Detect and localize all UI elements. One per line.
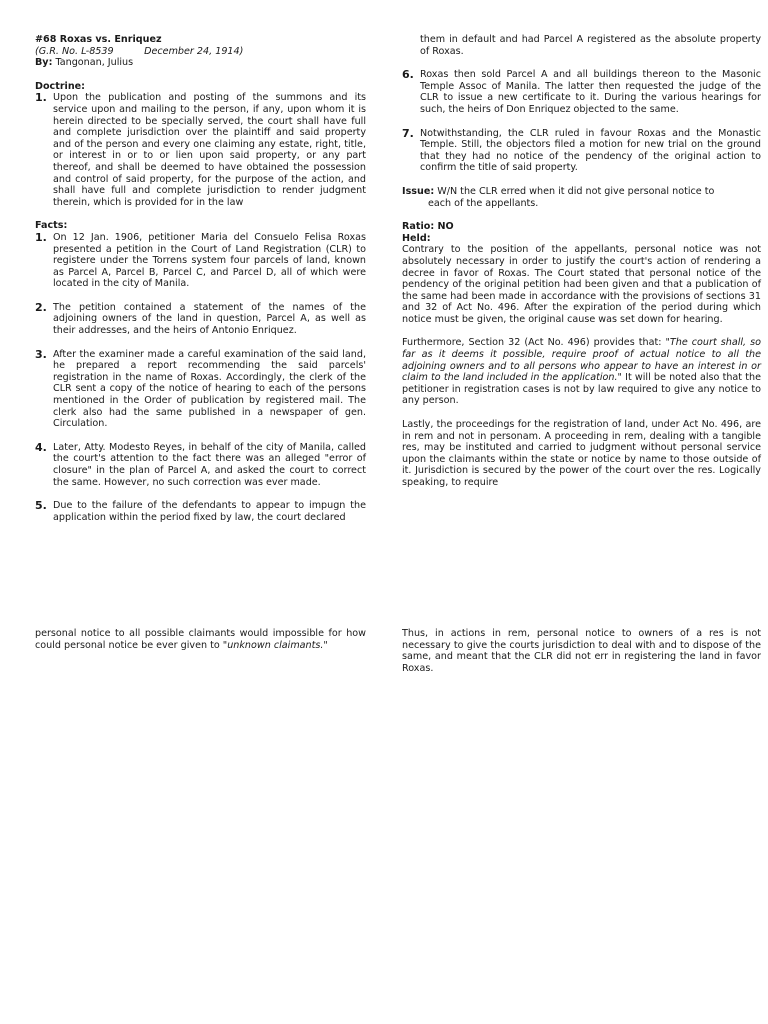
held-paragraph-1: Contrary to the position of the appellants, personal notice was not absolutely necessary in order to justify the court's action of rendering a decree in favor of Roxas. The Court stated that personal notice of the pendency of the original petition had been given and that a publication of the same had been made in accordance with the provisions of sections 31 and 32 of Act No. 496. After the expiration of the period during which notice must be given, the original cause was set down for hearing. [402,244,761,325]
fact-item-3: 3. After the examiner made a careful examination of the said land, he prepared a report recommending the said parcels' registration in the name of Roxas. Accordingly, the clerk of the CLR sent a copy of the notice of hearing to each of the persons mentioned in the Order of publication by registered mail. The clerk also had the same published in a newspaper of gen. Circulation. [35,347,366,430]
page2-left-column [35,628,366,651]
held-paragraph-3: Lastly, the proceedings for the registration of land, under Act No. 496, are in rem and not in personam. A proceeding in rem, dealing with a tangible res, may be instituted and carried to judgment without personal service upon the claimants within the state or notice by name to those outside of it. Jurisdiction is secured by the power of the court over the res. Logically speaking, to require [402,419,761,488]
issue-text-continued: each of the appellants. [428,197,539,209]
doctrine-item: 1. Upon the publication and posting of the summons and its service upon and mailing to the person, if any, upon whom it is herein directed to be specially served, the court shall have full and complete jurisdiction over the plaintiff and said property and of the person and every one claiming any estate, right, title, or interest in or to or lien upon said property, or any part thereof, and shall be deemed to have obtained the possession and control of said property, for the purpose of the action, and shall have full and complete jurisdiction to render judgment therein, which is provided for in the law [35,91,366,208]
case-title: #68 Roxas vs. Enriquez [35,34,162,45]
fact-item-2: 2. The petition contained a statement of the names of the adjoining owners of the land in question, Parcel A, as well as their addresses, and the heirs of Antonio Enriquez. [35,300,366,337]
left-column [35,34,366,523]
held-heading: Held: [402,232,431,244]
fact-item-6: 6. Roxas then sold Parcel A and all buildings thereon to the Masonic Temple Assoc of Manila. The latter then requested the judge of the CLR to issue a new certificate to it. During the various hearings for such, the heirs of Don Enriquez objected to the same. [402,68,761,115]
issue-section [402,186,761,209]
fact-item-4: 4. Later, Atty. Modesto Reyes, in behalf of the city of Manila, called the court's attention to the fact there was an alleged "error of closure" in the plan of Parcel A, and asked the court to correct the same. However, no such correction was ever made. [35,440,366,488]
page2-right-column [402,628,761,674]
page2-right-paragraph: Thus, in actions in rem, personal notice to owners of a res is not necessary to give the courts jurisdiction to deal with and to dispose of the same, and meant that the CLR did not err in registering the land in favor Roxas. [402,628,761,674]
issue-text: W/N the CLR erred when it did not give personal notice to [437,185,715,197]
facts-heading: Facts: [35,220,68,232]
right-column [402,34,761,489]
fact-item-1: 1. On 12 Jan. 1906, petitioner Maria del Consuelo Felisa Roxas presented a petition in the Court of Land Registration (CLR) to registere under the Torrens system four parcels of land, known as Parcel A, Parcel B, Parcel C, and Parcel D, all of which were located in the city of Manila. [35,230,366,290]
author-line: By: Tangonan, Julius [35,57,134,69]
fact-item-5-continued: them in default and had Parcel A registered as the absolute property of Roxas. [420,34,761,57]
fact-item-7: 7. Notwithstanding, the CLR ruled in favour Roxas and the Monastic Temple. Still, the objectors filed a motion for new trial on the ground that they had no notice of the pendency of the original action to confirm the title of said property. [402,126,761,174]
fact-item-5: 5. Due to the failure of the defendants to appear to impugn the application within the period fixed by law, the court declared [35,499,366,523]
ratio-line: Ratio: NO [402,221,454,233]
issue-label: Issue: [402,185,435,197]
case-citation: (G.R. No. L-8539 December 24, 1914) [35,45,244,57]
page2-left-paragraph: personal notice to all possible claimants would impossible for how could personal notice be ever given to "unknown claimants." [35,628,366,651]
doctrine-heading: Doctrine: [35,80,86,92]
held-paragraph-2: Furthermore, Section 32 (Act No. 496) provides that: "The court shall, so far as it deems it possible, require proof of actual notice to all the adjoining owners and to all persons who appear to have an interest in or claim to the land included in the application." It will be noted also that the petitioner in registration cases is not by law required to give any notice to any person. [402,337,761,407]
